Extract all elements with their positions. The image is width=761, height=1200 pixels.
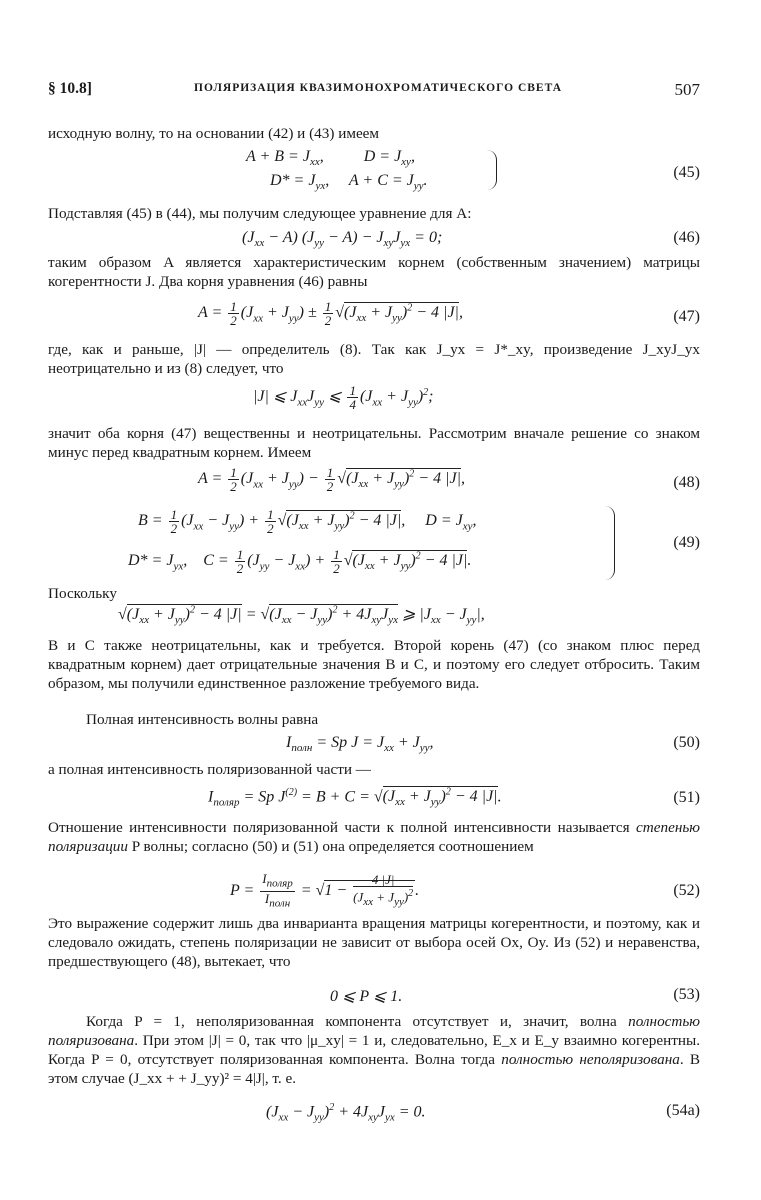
equation-51: $I_{поляр} = Sp$ $J^{(2)} = B + C = √(J_{xx} + J_{yy})^2 - 4$ |J|. bbox=[208, 787, 502, 809]
equation-number-50: (50) bbox=[673, 734, 700, 751]
equation-49-line-1: B = $\frac{1}{2}$ $(J_{xx} - J_{yy})$ + $\frac{1}{2}$ $√(J_{xx} + J_{yy})^2 - 4$ |J|, $D = J_{xy}$, bbox=[138, 507, 477, 536]
term-fully-polarized: полностью поляризована bbox=[48, 1013, 700, 1049]
equation-52: P = $I_{поляр}$ $I_{полн}$ = √1 − 4 |J| $(J_{xx} + J_{yy})^2$ . bbox=[230, 871, 420, 910]
inequality-determinant: |J| ⩽ $J_{xx}J_{yy}$ ⩽ $\frac{1}{4}$ $(J_{xx} + J_{yy})^2$; bbox=[253, 383, 434, 412]
equation-number-46: (46) bbox=[673, 229, 700, 246]
paragraph-10-part-2: P волны; согласно (50) и (51) она определяется соотношением bbox=[127, 838, 534, 855]
section-number: § 10.8] bbox=[48, 80, 92, 97]
page bbox=[48, 0, 700, 1200]
equation-45-line-2: $D* = J_{yx}$, $A + C = J_{yy}$. bbox=[270, 172, 428, 193]
equation-number-49: (49) bbox=[673, 534, 700, 551]
equation-number-51: (51) bbox=[673, 789, 700, 806]
equation-53: 0 ⩽ P ⩽ 1. bbox=[330, 988, 403, 1005]
equation-number-54a: (54a) bbox=[666, 1102, 700, 1119]
paragraph-4: где, как и раньше, |J| — определитель (8). Так как J_yx = J*_xy, произведение J_xyJ_yx неотрицательно и из (8) следует, что bbox=[48, 341, 700, 377]
equation-49-brace bbox=[604, 506, 615, 580]
equation-47: A = $\frac{1}{2}$ $(J_{xx} + J_{yy})$ ± $\frac{1}{2}$ $√(J_{xx} + J_{yy})^2 - 4$ |J|, bbox=[198, 299, 463, 328]
paragraph-2: Подставляя (45) в (44), мы получим следующее уравнение для A: bbox=[48, 205, 472, 222]
paragraph-1: исходную волну, то на основании (42) и (43) имеем bbox=[48, 125, 380, 142]
paragraph-10 bbox=[48, 818, 700, 856]
inequality-roots: $√(J_{xx} + J_{yy})^2 - 4$ $|J| = √(J_{xx} - J_{yy})^2 + 4J_{xy}J_{yx}$ ⩾ $|J_{xx} - J_{yy}|$, bbox=[118, 604, 485, 627]
paragraph-12-part-3: . В этом случае (J_xx + + J_yy)² = 4|J|, т. е. bbox=[48, 1051, 700, 1087]
page-number: 507 bbox=[674, 80, 700, 99]
paragraph-10-part-1: Отношение интенсивности поляризованной части к полной интенсивности называется bbox=[48, 819, 637, 836]
paragraph-12 bbox=[48, 1012, 700, 1088]
equation-46: $(J_{xx} - A) (J_{yy} - A) - J_{xy}J_{yx} = 0$; bbox=[242, 229, 443, 250]
term-degree-of-polarization: степенью поляризации bbox=[48, 819, 700, 855]
equation-number-47: (47) bbox=[673, 308, 700, 325]
running-header bbox=[48, 80, 700, 102]
equation-54a: $(J_{xx} - J_{yy})^2 + 4J_{xy}J_{yx} = 0$. bbox=[266, 1102, 426, 1124]
equation-number-53: (53) bbox=[673, 986, 700, 1003]
equation-50: $I_{полн} = Sp$ $J = J_{xx} + J_{yy}$, bbox=[286, 734, 434, 755]
paragraph-5: значит оба корня (47) вещественны и неотрицательны. Рассмотрим вначале решение со знаком минус перед квадратным корнем. Имеем bbox=[48, 425, 700, 461]
running-title: ПОЛЯРИЗАЦИЯ КВАЗИМОНОХРОМАТИЧЕСКОГО СВЕТА bbox=[194, 82, 562, 94]
paragraph-9: а полная интенсивность поляризованной части — bbox=[48, 761, 371, 778]
paragraph-3: таким образом A является характеристическим корнем (собственным значением) матрицы когерентности J. Два корня уравнения (46) равны bbox=[48, 254, 700, 290]
equation-45-brace bbox=[486, 150, 497, 190]
equation-45-line-1: $A + B = J_{xx}$, $D = J_{xy}$, bbox=[246, 148, 415, 169]
paragraph-6: Поскольку bbox=[48, 585, 117, 602]
paragraph-12-part-1: Когда P = 1, неполяризованная компонента отсутствует и, значит, волна bbox=[86, 1013, 629, 1030]
paragraph-8: Полная интенсивность волны равна bbox=[86, 711, 319, 728]
term-fully-unpolarized: полностью неполяризована bbox=[501, 1051, 680, 1068]
paragraph-12-part-2: . При этом |J| = 0, так что |μ_xy| = 1 и, следовательно, E_x и E_y взаимно когерентны. Когда P = 0, отсутствует поляризованная компонента. Волна тогда bbox=[48, 1032, 700, 1068]
equation-number-45: (45) bbox=[673, 164, 700, 181]
equation-48: A = $\frac{1}{2}$ $(J_{xx} + J_{yy})$ − $\frac{1}{2}$ $√(J_{xx} + J_{yy})^2 - 4$ |J|, bbox=[198, 465, 465, 494]
equation-number-48: (48) bbox=[673, 474, 700, 491]
paragraph-7: B и C также неотрицательны, как и требуется. Второй корень (47) (со знаком плюс перед квадратным корнем) дает отрицательные значения B и C, и поэтому его следует отбросить. Таким образом, мы получили единственное разложение требуемого вида. bbox=[48, 637, 700, 692]
paragraph-11: Это выражение содержит лишь два инварианта вращения матрицы когерентности, и поэтому, как и следовало ожидать, степень поляризации не зависит от выбора осей Ox, Oy. Из (52) и неравенства, предшествующего (48), вытекает, что bbox=[48, 915, 700, 970]
equation-49-line-2: $D* = J_{yx}$, C = $\frac{1}{2}$ $(J_{yy} - J_{xx})$ + $\frac{1}{2}$ $√(J_{xx} + J_{yy})^2 - 4$ |J|. bbox=[128, 547, 472, 576]
equation-number-52: (52) bbox=[673, 882, 700, 899]
